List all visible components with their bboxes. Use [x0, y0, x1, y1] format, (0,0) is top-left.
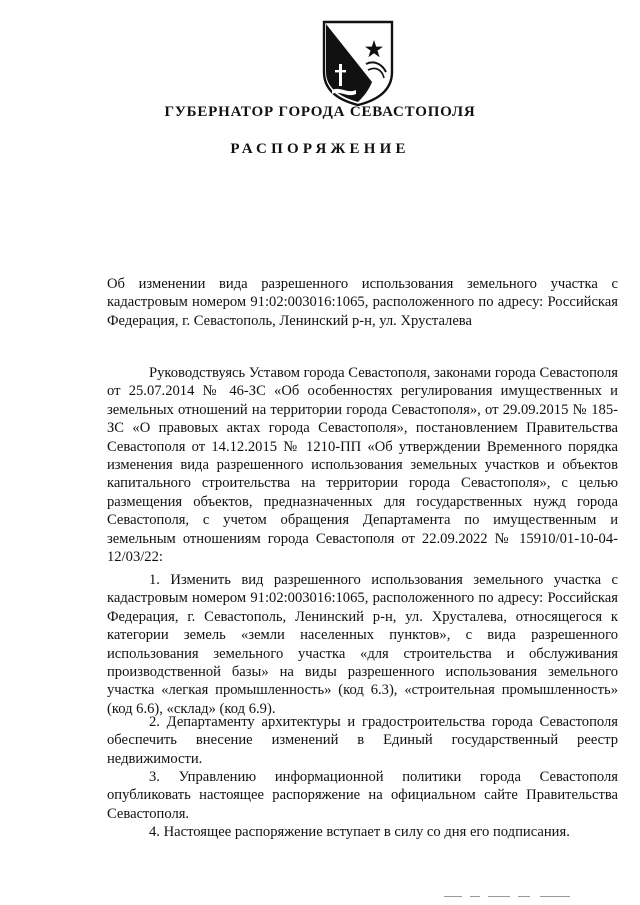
sevastopol-coat-of-arms-icon — [322, 20, 394, 106]
order-item-3: 3. Управлению информационной политики города Севастополя опубликовать настоящее распоряжение на официальном сайте Правительства Севастополя. — [107, 769, 618, 822]
order-item-2: 2. Департаменту архитектуры и градостроительства города Севастополя обеспечить внесение изменений в Единый государственный реестр недвижимости. — [107, 714, 618, 767]
scan-artifact-mark — [444, 893, 594, 899]
issuing-authority: ГУБЕРНАТОР ГОРОДА СЕВАСТОПОЛЯ — [164, 104, 476, 120]
order-item-4: 4. Настоящее распоряжение вступает в силу со дня его подписания. — [149, 824, 570, 840]
order-item-1: 1. Изменить вид разрешенного использования земельного участка с кадастровым номером 91:02:003016:1065, расположенного по адресу: Российская Федерация, г. Севастополь, Ленинский р-н, ул. Хрусталева, относящегося к категории земель «земли населенных пунктов», с вида разрешенного использования земельного участка «для строительства и обслуживания производственной базы» на виды разрешенного использования земельного участка «легкая промышленность» (код 6.3), «строительная промышленность» (код 6.6), «склад» (код 6.9). — [107, 572, 618, 717]
document-type: РАСПОРЯЖЕНИЕ — [230, 141, 410, 157]
document-subject: Об изменении вида разрешенного использования земельного участка с кадастровым номером 91:02:003016:1065, расположенного по адресу: Российская Федерация, г. Севастополь, Ленинский р-н, ул. Хрусталева — [107, 276, 618, 329]
preamble-paragraph: Руководствуясь Уставом города Севастополя, законами города Севастополя от 25.07.2014 № 46-ЗС «Об особенностях регулирования имущественных и земельных отношений на территории города Севастополя», от 29.09.2015 № 185-ЗС «О правовых актах города Севастополя», постановлением Правительства Севастополя от 14.12.2015 № 1210-ПП «Об утверждении Временного порядка изменения вида разрешенного использования земельных участков и объектов капитального строительства на территории города Севастополя», с целью размещения объектов, предназначенных для государственных нужд города Севастополя, с учетом обращения Департамента по имущественным и земельным отношениям города Севастополя от 22.09.2022 № 15910/01-10-04-12/03/22: — [107, 365, 618, 566]
